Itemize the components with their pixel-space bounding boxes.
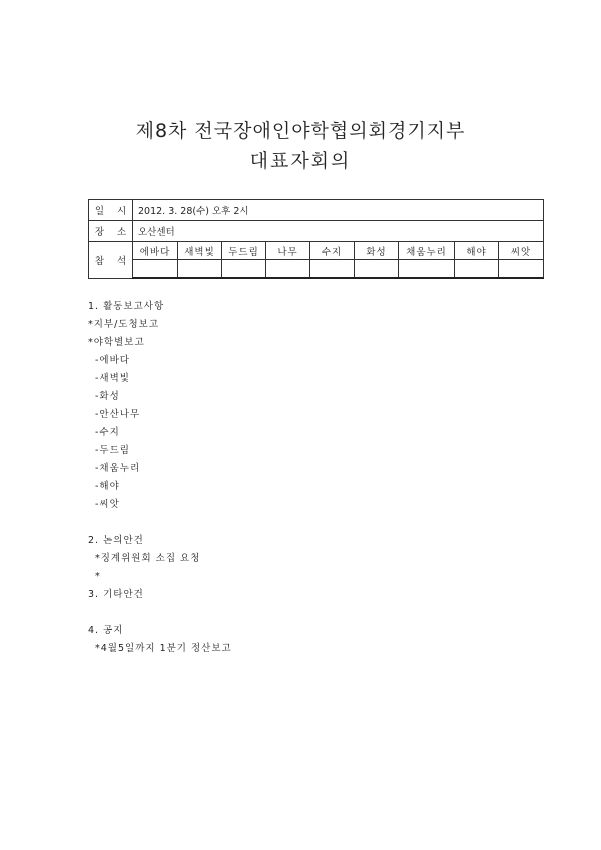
- attendance-mark-cell: [455, 260, 499, 279]
- attendance-mark-cell: [310, 260, 355, 279]
- attendance-mark-cell: [355, 260, 399, 279]
- place-value: 오산센터: [133, 221, 544, 242]
- attendance-mark-row: [89, 260, 544, 279]
- agenda-subitem: -씨앗: [95, 499, 120, 510]
- attendance-mark-cell: [133, 260, 178, 279]
- datetime-value: 2012. 3. 28(수) 오후 2시: [133, 200, 544, 221]
- attendance-mark-cell: [266, 260, 310, 279]
- attendee-name: 화성: [355, 242, 399, 260]
- agenda-subitem: -해야: [95, 481, 120, 492]
- agenda-subitem: -에바다: [95, 355, 130, 366]
- document-title: 제8차 전국장애인야학협의회경기지부: [135, 120, 466, 142]
- agenda-subitem: -새벽빛: [95, 373, 130, 384]
- attendance-mark-cell: [222, 260, 266, 279]
- attendance-mark-cell: [499, 260, 544, 279]
- meeting-info-table: [88, 199, 544, 279]
- agenda-item: *지부/도청보고: [88, 319, 160, 330]
- agenda-subitem: -수지: [95, 427, 120, 438]
- datetime-row: [89, 200, 544, 221]
- agenda: [88, 298, 232, 658]
- agenda-subitem: -채움누리: [95, 463, 141, 474]
- attendee-name: 에바다: [133, 242, 178, 260]
- attendee-name: 수지: [310, 242, 355, 260]
- attendee-name: 채움누리: [399, 242, 455, 260]
- place-row: [89, 221, 544, 242]
- spacer: [88, 604, 232, 622]
- agenda-subitem: -안산나무: [95, 409, 141, 420]
- agenda-subitem: -두드림: [95, 445, 130, 456]
- section-heading-activity-report: 1. 활동보고사항: [88, 301, 165, 312]
- attendee-name: 새벽빛: [178, 242, 222, 260]
- attendee-name: 씨앗: [499, 242, 544, 260]
- attendee-name: 해야: [455, 242, 499, 260]
- attendee-name: 나무: [266, 242, 310, 260]
- attendance-label: 참 석: [89, 242, 133, 279]
- place-label: 장 소: [89, 221, 133, 242]
- document-subtitle: 대표자회의: [249, 150, 352, 172]
- section-heading-discussion: 2. 논의안건: [88, 535, 144, 546]
- agenda-subitem: -화성: [95, 391, 120, 402]
- section-heading-notice: 4. 공지: [88, 625, 124, 636]
- agenda-item: *야학별보고: [88, 337, 145, 348]
- agenda-item: *: [95, 571, 101, 582]
- spacer: [88, 514, 232, 532]
- attendee-name: 두드림: [222, 242, 266, 260]
- agenda-item: *징계위원회 소집 요청: [95, 553, 201, 564]
- agenda-item: *4월5일까지 1분기 정산보고: [95, 643, 232, 654]
- datetime-label: 일 시: [89, 200, 133, 221]
- attendance-mark-cell: [178, 260, 222, 279]
- attendance-mark-cell: [399, 260, 455, 279]
- attendance-header-row: [89, 242, 544, 260]
- section-heading-other: 3. 기타안건: [88, 589, 144, 600]
